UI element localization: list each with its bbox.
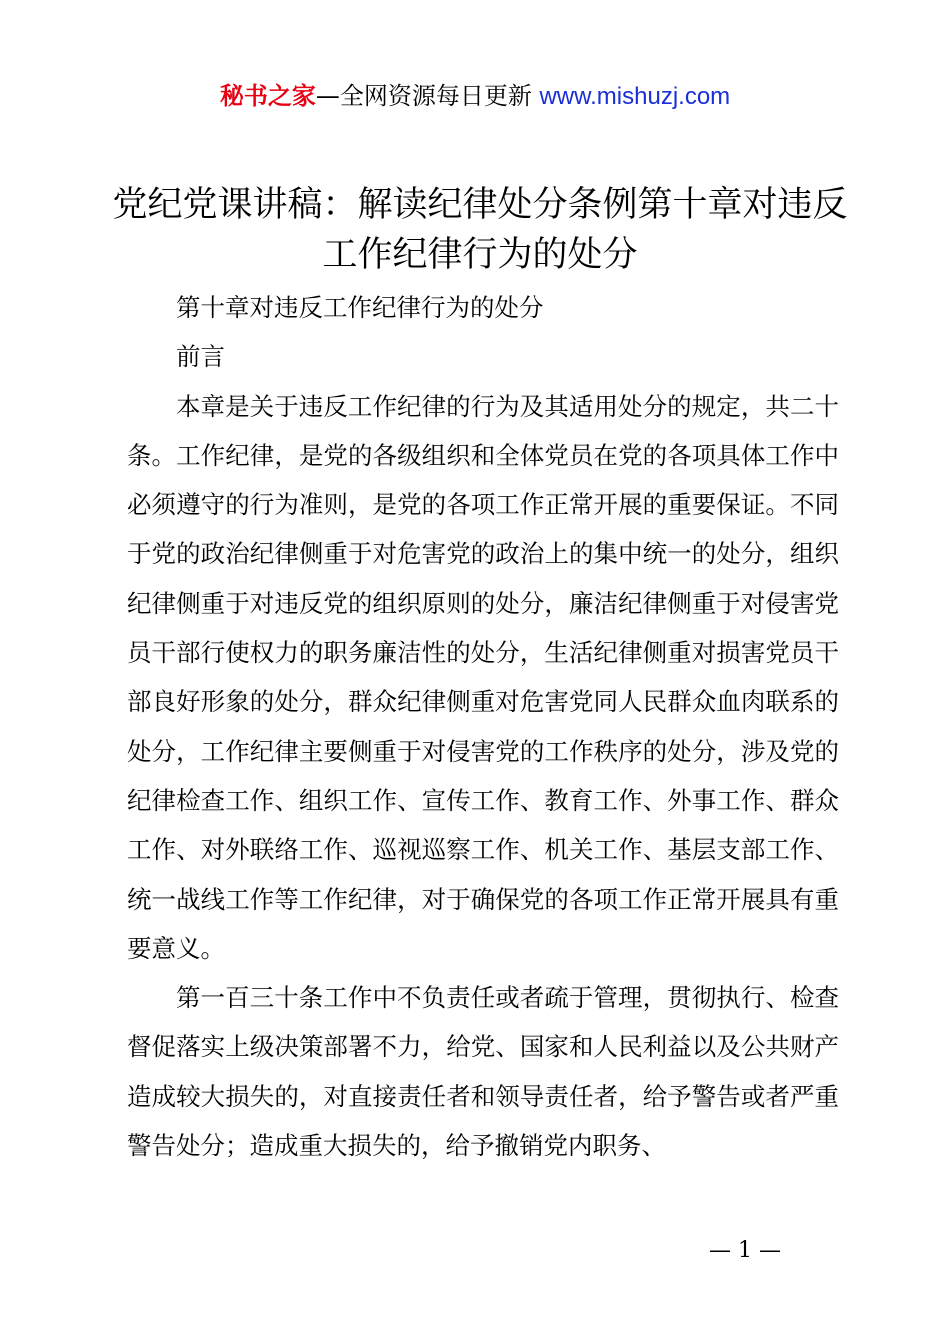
body-paragraph: 第一百三十条工作中不负责任或者疏于管理，贯彻执行、检查督促落实上级决策部署不力，给党、国家和人民利益以及公共财产造成较大损失的，对直接责任者和领导责任者，给予警告或者严重警告处分；造成重大损失的，给予撤销党内职务、: [127, 983, 839, 1161]
header-tagline: —全网资源每日更新: [315, 82, 540, 110]
document-title: 党纪党课讲稿：解读纪律处分条例第十章对违反工作纪律行为的处分: [112, 185, 848, 275]
page-number: — 1 —: [709, 1238, 781, 1263]
chapter-heading: 第十章对违反工作纪律行为的处分: [176, 293, 544, 322]
body-paragraph: 本章是关于违反工作纪律的行为及其适用处分的规定，共二十条。工作纪律，是党的各级组织和全体党员在党的各项具体工作中必须遵守的行为准则，是党的各项工作正常开展的重要保证。不同于党的政治纪律侧重于对危害党的政治上的集中统一的处分，组织纪律侧重于对违反党的组织原则的处分，廉洁纪律侧重于对侵害党员干部行使权力的职务廉洁性的处分，生活纪律侧重对损害党员干部良好形象的处分，群众纪律侧重对危害党同人民群众血肉联系的处分，工作纪律主要侧重于对侵害党的工作秩序的处分，涉及党的纪律检查工作、组织工作、宣传工作、教育工作、外事工作、群众工作、对外联络工作、巡视巡察工作、机关工作、基层支部工作、统一战线工作等工作纪律，对于确保党的各项工作正常开展具有重要意义。: [127, 391, 839, 963]
site-header: [0, 80, 950, 113]
document-body: [127, 283, 839, 1170]
site-url-link[interactable]: www.mishuzj.com: [539, 83, 731, 110]
brand-name: 秘书之家: [219, 82, 316, 110]
preface-heading: 前言: [176, 342, 225, 372]
